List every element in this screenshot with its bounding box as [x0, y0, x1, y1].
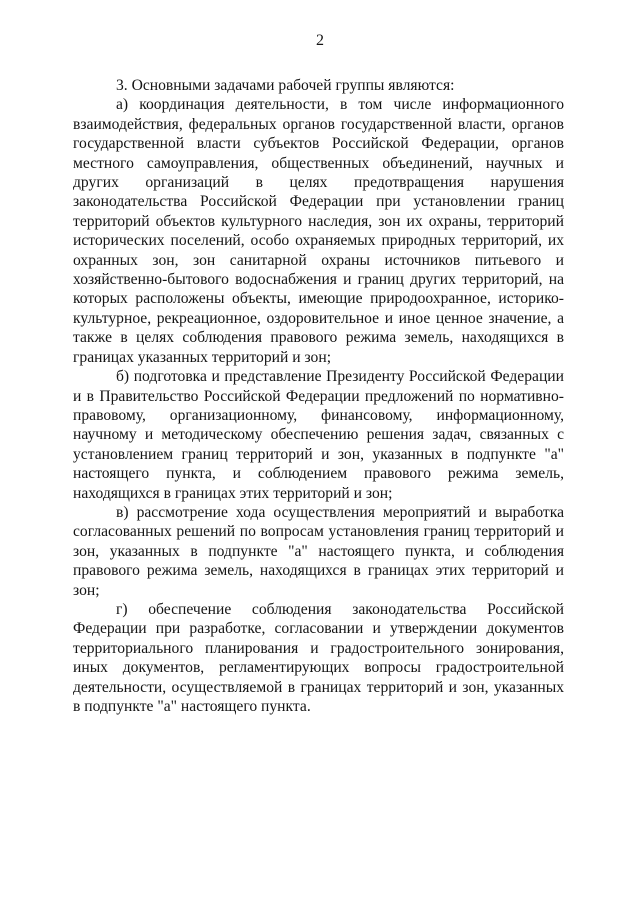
paragraph-item-b: б) подготовка и представление Президенту Российской Федерации и в Правительство Российской Федерации предложений по нормативно-правовому, организационному, финансовому, информационному, научному и методическому обеспечению решения задач, связанных с установлением границ территорий и зон, указанных в подпункте "а" настоящего пункта, и соблюдением правового режима земель, находящихся в границах этих территорий и зон;	[73, 368, 564, 502]
document-body	[73, 76, 564, 716]
paragraph-item-a: а) координация деятельности, в том числе информационного взаимодействия, федеральных органов государственной власти, органов государственной власти субъектов Российской Федерации, органов местного самоуправления, общественных объединений, научных и других организаций в целях предотвращения нарушения законодательства Российской Федерации при установлении границ территорий объектов культурного наследия, зон их охраны, территорий исторических поселений, особо охраняемых природных территорий, их охранных зон, зон санитарной охраны источников питьевого и хозяйственно-бытового водоснабжения и границ других территорий, на которых расположены объекты, имеющие природоохранное, историко-культурное, рекреационное, оздоровительное и иное ценное значение, а также в целях соблюдения правового режима земель, находящихся в границах указанных территорий и зон;	[73, 96, 564, 366]
paragraph-section-3-heading: 3. Основными задачами рабочей группы являются:	[116, 77, 455, 94]
page-number: 2	[316, 32, 324, 49]
paragraph-item-v: в) рассмотрение хода осуществления мероприятий и выработка согласованных решений по вопросам установления границ территорий и зон, указанных в подпункте "а" настоящего пункта, и соблюдения правового режима земель, находящихся в границах этих территорий и зон;	[73, 503, 564, 599]
paragraph-item-g: г) обеспечение соблюдения законодательства Российской Федерации при разработке, согласовании и утверждении документов территориального планирования и градостроительного зонирования, иных документов, регламентирующих вопросы градостроительной деятельности, осуществляемой в границах территорий и зон, указанных в подпункте "а" настоящего пункта.	[73, 600, 564, 715]
